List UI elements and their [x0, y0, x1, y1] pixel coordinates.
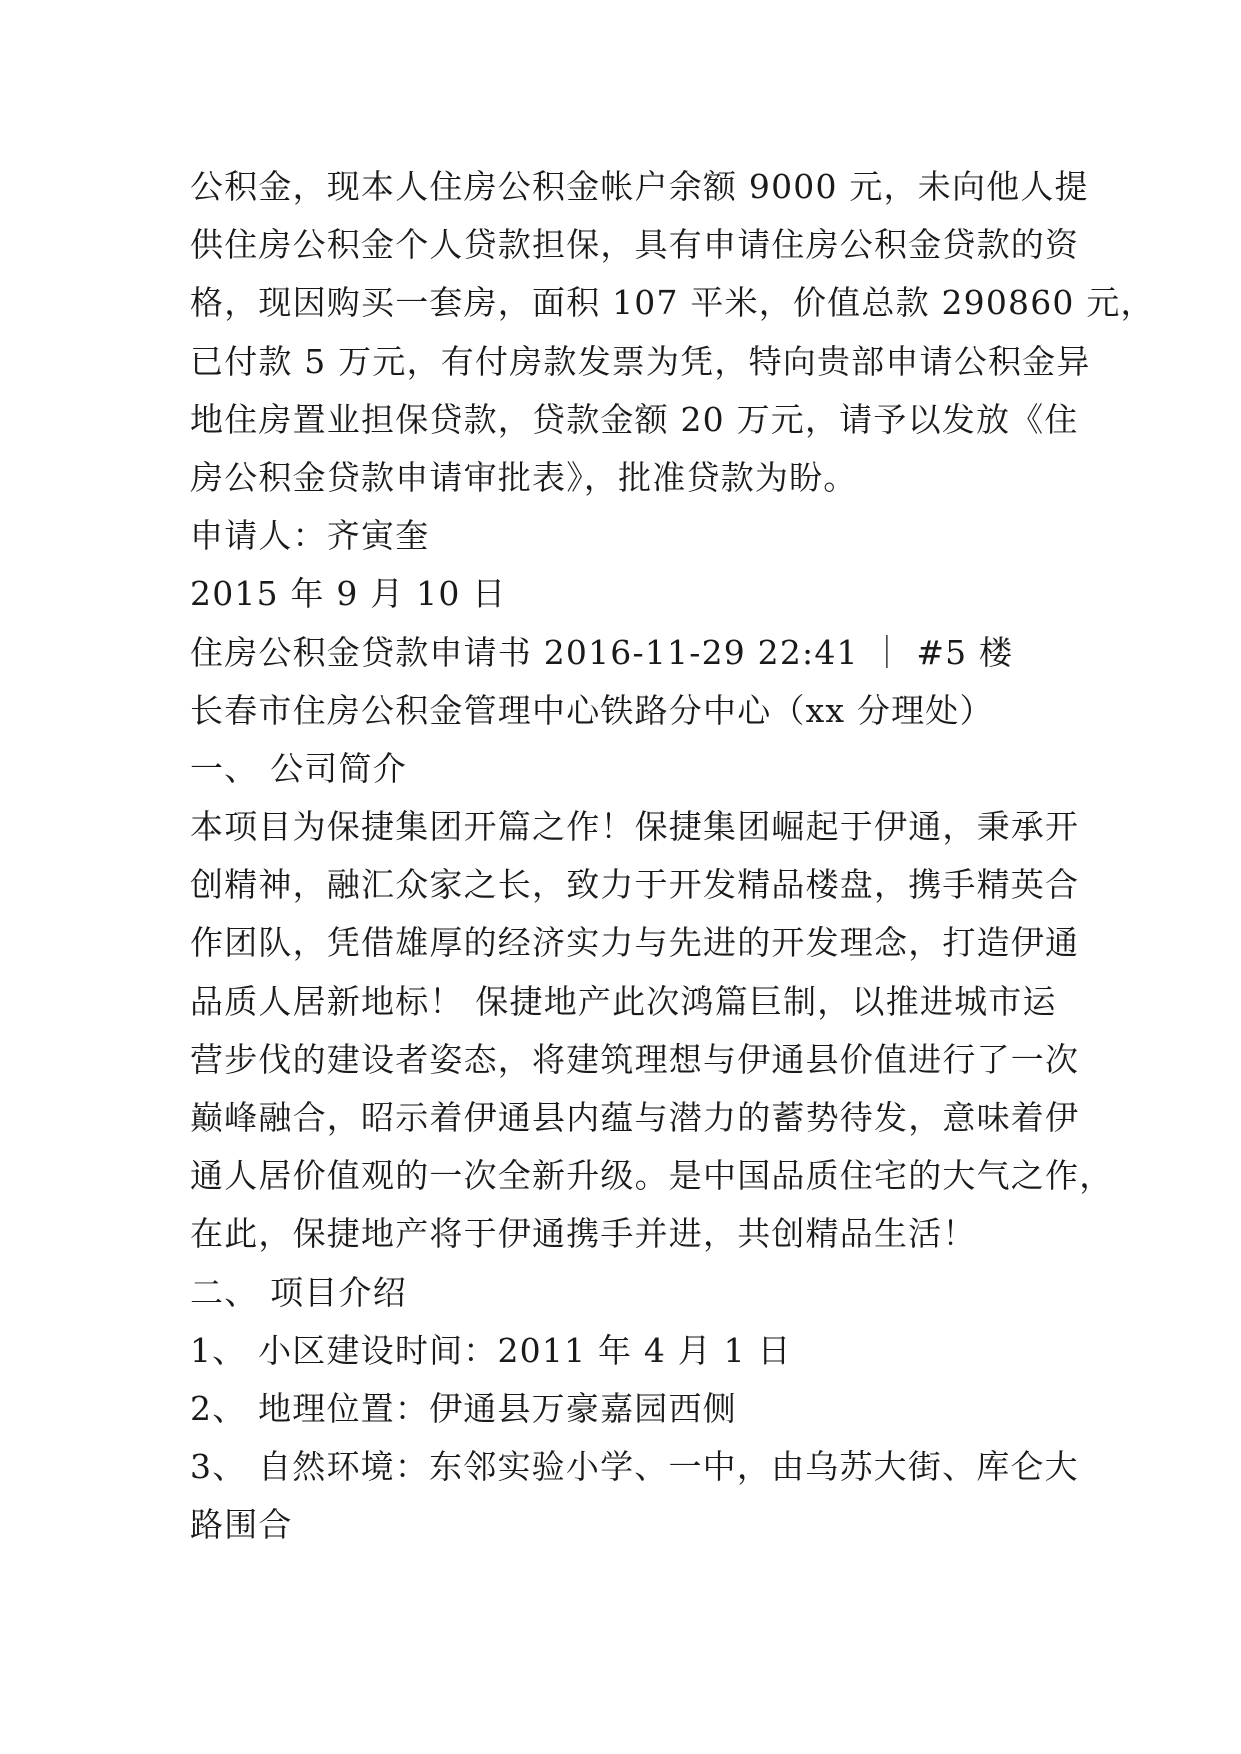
text-line: 公积金，现本人住房公积金帐户余额 9000 元，未向他人提 — [190, 167, 1089, 206]
text-line: 房公积金贷款申请审批表》，批准贷款为盼。 — [190, 457, 858, 497]
list-item: 1、 小区建设时间：2011 年 4 月 1 日 — [190, 1330, 792, 1370]
section-heading: 一、 公司简介 — [190, 748, 407, 788]
text-line: 通人居价值观的一次全新升级。是中国品质住宅的大气之作， — [190, 1156, 1114, 1196]
document-body — [190, 158, 1155, 1555]
text-line: 已付款 5 万元，有付房款发票为凭，特向贵部申请公积金异 — [190, 341, 1091, 381]
text-line: 创精神，融汇众家之长，致力于开发精品楼盘，携手精英合 — [190, 865, 1080, 905]
organization-line: 长春市住房公积金管理中心铁路分中心（xx 分理处） — [190, 690, 994, 730]
text-line: 巅峰融合，昭示着伊通县内蕴与潜力的蓄势待发，意味着伊 — [190, 1098, 1080, 1137]
text-line: 在此，保捷地产将于伊通携手并进，共创精品生活！ — [190, 1214, 977, 1254]
text-line: 品质人居新地标！ 保捷地产此次鸿篇巨制，以推进城市运 — [190, 981, 1057, 1021]
applicant-line: 申请人：齐寅奎 — [190, 516, 430, 556]
text-line: 营步伐的建设者姿态，将建筑理想与伊通县价值进行了一次 — [190, 1039, 1080, 1079]
list-item: 2、 地理位置：伊通县万豪嘉园西侧 — [190, 1388, 737, 1428]
text-line: 格，现因购买一套房，面积 107 平米，价值总款 290860 元， — [190, 283, 1155, 323]
section-heading: 二、 项目介绍 — [190, 1272, 407, 1312]
text-line: 本项目为保捷集团开篇之作！保捷集团崛起于伊通，秉承开 — [190, 807, 1080, 847]
post-header-line: 住房公积金贷款申请书 2016-11-29 22:41 ｜ #5 楼 — [190, 632, 1014, 672]
text-line: 供住房公积金个人贷款担保，具有申请住房公积金贷款的资 — [190, 225, 1080, 265]
list-item-continuation: 路围合 — [190, 1505, 293, 1545]
text-line: 作团队，凭借雄厚的经济实力与先进的开发理念，打造伊通 — [190, 923, 1080, 963]
list-item: 3、 自然环境：东邻实验小学、一中，由乌苏大街、库仑大 — [190, 1447, 1079, 1487]
text-line: 地住房置业担保贷款，贷款金额 20 万元，请予以发放《住 — [190, 399, 1079, 439]
date-line: 2015 年 9 月 10 日 — [190, 574, 507, 614]
